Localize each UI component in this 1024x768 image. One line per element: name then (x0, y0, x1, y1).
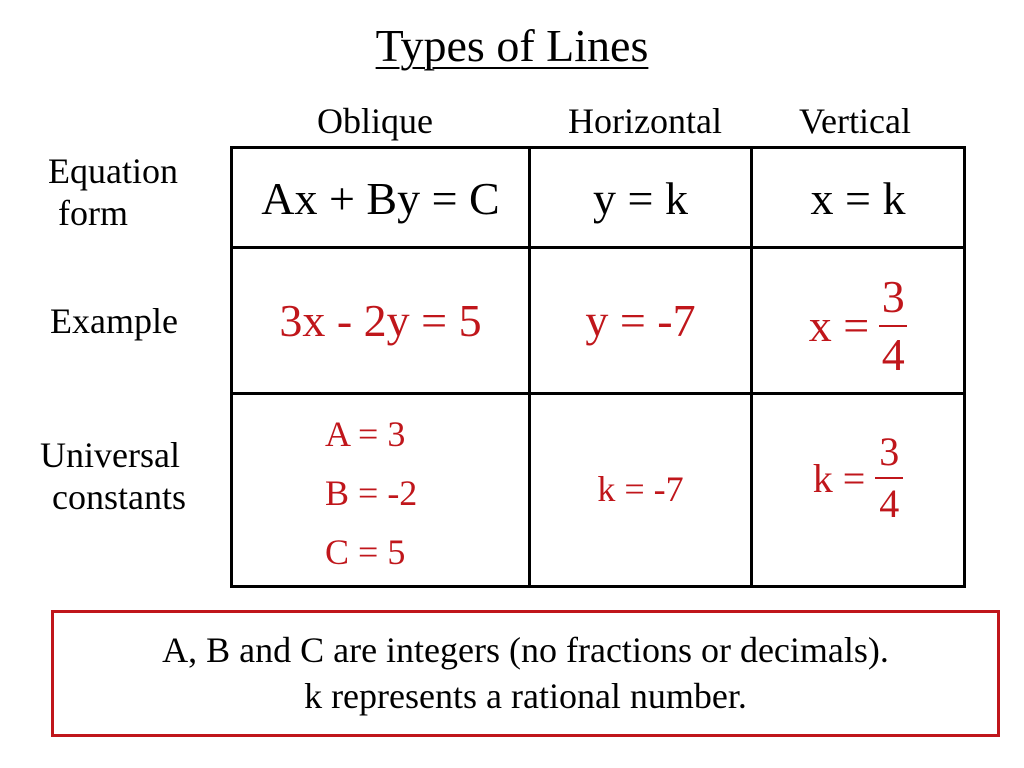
note-line: k represents a rational number. (304, 676, 747, 716)
cell-constants-horizontal: k = -7 (597, 469, 684, 509)
cell-equation-vertical: x = k (810, 173, 906, 224)
constant-line: A = 3 (325, 414, 406, 454)
fraction-expression (813, 429, 904, 527)
fraction-denominator: 4 (879, 481, 900, 526)
cell-example-oblique: 3x - 2y = 5 (279, 295, 482, 346)
row-label-line: form (58, 193, 128, 233)
fraction-expression (809, 271, 907, 381)
row-divider (233, 392, 963, 395)
note-box (51, 610, 1000, 737)
row-label-line: constants (52, 477, 186, 517)
lines-table (230, 146, 966, 588)
fraction-denominator: 4 (881, 329, 905, 380)
constant-line: B = -2 (325, 473, 418, 513)
fraction-bar (879, 325, 907, 327)
cell-example-horizontal: y = -7 (585, 295, 696, 346)
column-header-oblique: Oblique (317, 101, 433, 141)
row-label-line: Universal (40, 435, 180, 475)
fraction-numerator: 3 (879, 429, 900, 474)
row-label-example: Example (50, 301, 178, 341)
cell-equation-oblique: Ax + By = C (261, 173, 500, 224)
page-title (0, 18, 1024, 74)
row-label-universal-constants (40, 434, 186, 518)
column-header-horizontal: Horizontal (568, 101, 722, 141)
cell-constants-vertical (753, 429, 963, 527)
title-text: Types of Lines (375, 20, 649, 71)
row-label-equation-form (48, 150, 178, 234)
cell-constants-oblique (325, 405, 417, 582)
column-header-vertical: Vertical (799, 101, 911, 141)
row-label-line: Equation (48, 151, 178, 191)
cell-equation-horizontal: y = k (593, 173, 688, 224)
row-divider (233, 246, 963, 249)
fraction-lhs: k = (812, 455, 866, 501)
cell-example-vertical (753, 271, 963, 381)
note-line: A, B and C are integers (no fractions or decimals). (162, 630, 889, 670)
constant-line: C = 5 (325, 532, 406, 572)
fraction-numerator: 3 (881, 271, 905, 322)
fraction-bar (875, 477, 903, 479)
fraction-lhs: x = (808, 300, 870, 351)
